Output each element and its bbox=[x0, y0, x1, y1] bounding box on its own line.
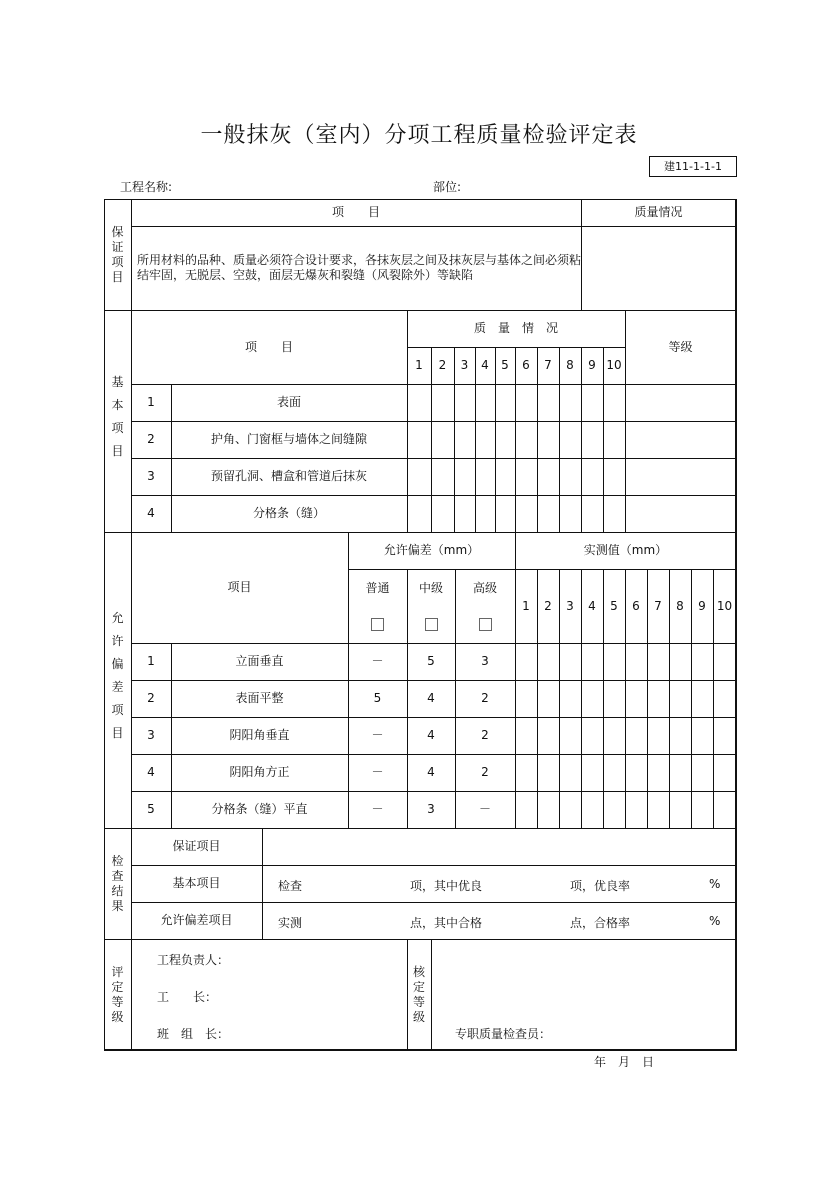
side-label-char: 定 bbox=[412, 979, 425, 994]
measured-value-cell[interactable] bbox=[515, 680, 538, 718]
allow-normal: － bbox=[348, 643, 408, 681]
qualified-rate-text: 点，合格率 bbox=[570, 916, 631, 930]
basic-grade-cell[interactable] bbox=[625, 495, 737, 533]
allow-high: 2 bbox=[455, 680, 516, 718]
measured-value-cell[interactable] bbox=[691, 717, 714, 755]
basic-grade-header: 等级 bbox=[625, 310, 737, 385]
measured-value-cell[interactable] bbox=[691, 754, 714, 792]
measured-value-cell[interactable] bbox=[713, 754, 737, 792]
allow-high: 2 bbox=[455, 717, 516, 755]
result-row-label: 保证项目 bbox=[131, 828, 263, 866]
basic-quality-cell[interactable] bbox=[495, 495, 516, 533]
basic-quality-cell[interactable] bbox=[475, 421, 496, 459]
deviation-row-number: 3 bbox=[131, 717, 172, 755]
allow-normal: － bbox=[348, 717, 408, 755]
basic-quality-cell[interactable] bbox=[581, 495, 604, 533]
measured-value-cell[interactable] bbox=[581, 717, 604, 755]
basic-quality-cell[interactable] bbox=[559, 384, 582, 422]
basic-quality-cell[interactable] bbox=[603, 384, 626, 422]
measured-num-header: 7 bbox=[647, 569, 670, 644]
guarantee-quality-cell[interactable] bbox=[581, 226, 737, 311]
measured-value-cell[interactable] bbox=[515, 791, 538, 829]
basic-grade-cell[interactable] bbox=[625, 458, 737, 496]
allow-high: 2 bbox=[455, 754, 516, 792]
measured-value-cell[interactable] bbox=[581, 680, 604, 718]
side-label-char: 目 bbox=[111, 444, 124, 458]
measured-value-cell[interactable] bbox=[581, 791, 604, 829]
grade-checkbox-cell[interactable] bbox=[455, 606, 516, 644]
form-code: 建11-1-1-1 bbox=[649, 156, 737, 177]
side-label-char: 项 bbox=[111, 703, 124, 717]
chief-label: 工程负责人： bbox=[157, 953, 230, 967]
basic-quality-cell[interactable] bbox=[515, 458, 538, 496]
measured-value-cell[interactable] bbox=[713, 643, 737, 681]
basic-quality-cell[interactable] bbox=[475, 384, 496, 422]
grade-header: 普通 bbox=[348, 569, 408, 607]
measured-value-cell[interactable] bbox=[537, 791, 560, 829]
basic-quality-cell[interactable] bbox=[454, 495, 476, 533]
side-label-char: 基 bbox=[111, 375, 124, 389]
location-label: 部位: bbox=[433, 180, 462, 194]
basic-num-header: 4 bbox=[475, 347, 496, 385]
side-label-char: 证 bbox=[111, 239, 124, 254]
side-label-char: 目 bbox=[111, 269, 124, 284]
allow-medium: 4 bbox=[407, 754, 456, 792]
basic-num-header: 5 bbox=[495, 347, 516, 385]
allow-normal: － bbox=[348, 754, 408, 792]
side-label-char: 许 bbox=[111, 634, 124, 648]
basic-rate-text: 项，优良率 bbox=[570, 879, 631, 893]
measured-value-cell[interactable] bbox=[647, 643, 670, 681]
basic-quality-cell[interactable] bbox=[495, 458, 516, 496]
grade-checkbox[interactable] bbox=[371, 618, 384, 631]
measured-num-header: 10 bbox=[713, 569, 737, 644]
measured-value-cell[interactable] bbox=[537, 754, 560, 792]
measured-value-cell[interactable] bbox=[559, 791, 582, 829]
basic-row-number: 2 bbox=[131, 421, 172, 459]
measured-value-cell[interactable] bbox=[647, 717, 670, 755]
basic-grade-cell[interactable] bbox=[625, 384, 737, 422]
result-side-label bbox=[104, 828, 132, 940]
qualified-text: 点，其中合格 bbox=[410, 916, 483, 930]
measured-value-cell[interactable] bbox=[647, 680, 670, 718]
side-label-char: 差 bbox=[111, 680, 124, 694]
measured-value-cell[interactable] bbox=[515, 754, 538, 792]
measured-value-cell[interactable] bbox=[537, 680, 560, 718]
measured-value-cell[interactable] bbox=[669, 680, 692, 718]
project-name-label: 工程名称: bbox=[120, 180, 173, 194]
deviation-allow-header: 允许偏差（mm） bbox=[348, 532, 516, 570]
grade-checkbox-cell[interactable] bbox=[407, 606, 456, 644]
date-line: 年 月 日 bbox=[594, 1055, 655, 1069]
basic-quality-cell[interactable] bbox=[431, 384, 455, 422]
measured-value-cell[interactable] bbox=[625, 717, 648, 755]
measured-value-cell[interactable] bbox=[515, 717, 538, 755]
result-row-value[interactable] bbox=[262, 865, 737, 903]
deviation-measured-header: 实测值（mm） bbox=[515, 532, 737, 570]
measured-value-cell[interactable] bbox=[603, 680, 626, 718]
measured-value-cell[interactable] bbox=[691, 680, 714, 718]
side-label-char: 核 bbox=[412, 964, 425, 979]
guarantee-text: 所用材料的品种、质量必须符合设计要求，各抹灰层之间及抹灰层与基体之间必须粘结牢固，无脱层、空鼓，面层无爆灰和裂缝（风裂除外）等缺陷 bbox=[131, 226, 582, 311]
basic-excellent-text: 项，其中优良 bbox=[410, 879, 483, 893]
measured-value-cell[interactable] bbox=[603, 754, 626, 792]
measured-value-cell[interactable] bbox=[559, 717, 582, 755]
allow-medium: 3 bbox=[407, 791, 456, 829]
measured-num-header: 3 bbox=[559, 569, 582, 644]
basic-quality-cell[interactable] bbox=[454, 384, 476, 422]
deviation-row-name: 分格条（缝）平直 bbox=[171, 791, 349, 829]
rating-side-label bbox=[104, 939, 132, 1051]
measured-value-cell[interactable] bbox=[537, 643, 560, 681]
basic-quality-cell[interactable] bbox=[537, 458, 560, 496]
basic-quality-cell[interactable] bbox=[454, 458, 476, 496]
basic-quality-cell[interactable] bbox=[581, 421, 604, 459]
basic-quality-cell[interactable] bbox=[407, 458, 432, 496]
measured-value-cell[interactable] bbox=[559, 754, 582, 792]
basic-row-number: 3 bbox=[131, 458, 172, 496]
result-row-value[interactable] bbox=[262, 828, 737, 866]
basic-num-header: 3 bbox=[454, 347, 476, 385]
measure-text: 实测 bbox=[278, 916, 303, 930]
basic-quality-cell[interactable] bbox=[537, 495, 560, 533]
measured-value-cell[interactable] bbox=[669, 643, 692, 681]
basic-quality-cell[interactable] bbox=[431, 421, 455, 459]
measured-value-cell[interactable] bbox=[669, 791, 692, 829]
basic-quality-cell[interactable] bbox=[537, 384, 560, 422]
basic-quality-cell[interactable] bbox=[515, 384, 538, 422]
measured-num-header: 1 bbox=[515, 569, 538, 644]
basic-row-name: 表面 bbox=[171, 384, 408, 422]
allow-medium: 4 bbox=[407, 717, 456, 755]
measured-value-cell[interactable] bbox=[691, 643, 714, 681]
basic-row-name: 预留孔洞、槽盒和管道后抹灰 bbox=[171, 458, 408, 496]
inspector-label: 专职质量检查员： bbox=[455, 1027, 552, 1041]
basic-num-header: 9 bbox=[581, 347, 604, 385]
measured-num-header: 4 bbox=[581, 569, 604, 644]
deviation-row-number: 5 bbox=[131, 791, 172, 829]
measured-value-cell[interactable] bbox=[581, 643, 604, 681]
result-row-label: 允许偏差项目 bbox=[131, 902, 263, 940]
side-label-char: 保 bbox=[111, 224, 124, 239]
page-title: 一般抹灰（室内）分项工程质量检验评定表 bbox=[200, 123, 638, 148]
measured-value-cell[interactable] bbox=[691, 791, 714, 829]
measured-num-header: 2 bbox=[537, 569, 560, 644]
side-label-char: 项 bbox=[111, 254, 124, 269]
basic-check-text: 检查 bbox=[278, 879, 303, 893]
measured-value-cell[interactable] bbox=[713, 717, 737, 755]
measured-value-cell[interactable] bbox=[647, 754, 670, 792]
side-label-char: 果 bbox=[111, 898, 124, 913]
basic-row-name: 分格条（缝） bbox=[171, 495, 408, 533]
measured-value-cell[interactable] bbox=[515, 643, 538, 681]
measured-value-cell[interactable] bbox=[559, 643, 582, 681]
side-label-char: 偏 bbox=[111, 657, 124, 671]
basic-quality-cell[interactable] bbox=[495, 421, 516, 459]
allow-high: － bbox=[455, 791, 516, 829]
measured-value-cell[interactable] bbox=[669, 754, 692, 792]
basic-quality-cell[interactable] bbox=[603, 495, 626, 533]
basic-quality-cell[interactable] bbox=[537, 421, 560, 459]
basic-quality-cell[interactable] bbox=[475, 458, 496, 496]
measured-value-cell[interactable] bbox=[537, 717, 560, 755]
deviation-row-number: 2 bbox=[131, 680, 172, 718]
measured-value-cell[interactable] bbox=[713, 791, 737, 829]
side-label-char: 查 bbox=[111, 868, 124, 883]
measured-value-cell[interactable] bbox=[625, 643, 648, 681]
basic-percent: % bbox=[709, 877, 721, 891]
deviation-row-name: 表面平整 bbox=[171, 680, 349, 718]
side-label-char: 目 bbox=[111, 726, 124, 740]
allow-high: 3 bbox=[455, 643, 516, 681]
basic-num-header: 2 bbox=[431, 347, 455, 385]
basic-row-number: 1 bbox=[131, 384, 172, 422]
team-leader-label: 班 组 长： bbox=[157, 1027, 230, 1041]
measured-value-cell[interactable] bbox=[603, 643, 626, 681]
measured-value-cell[interactable] bbox=[713, 680, 737, 718]
measured-value-cell[interactable] bbox=[647, 791, 670, 829]
basic-quality-cell[interactable] bbox=[475, 495, 496, 533]
basic-quality-cell[interactable] bbox=[559, 421, 582, 459]
guarantee-quality-header: 质量情况 bbox=[581, 199, 737, 227]
basic-item-header: 项 目 bbox=[131, 310, 408, 385]
side-label-char: 级 bbox=[412, 1009, 425, 1024]
side-label-char: 结 bbox=[111, 883, 124, 898]
allow-normal: － bbox=[348, 791, 408, 829]
basic-quality-cell[interactable] bbox=[581, 384, 604, 422]
deviation-row-name: 阴阳角方正 bbox=[171, 754, 349, 792]
side-label-char: 级 bbox=[111, 1009, 124, 1024]
side-label-char: 等 bbox=[412, 994, 425, 1009]
deviation-row-name: 阴阳角垂直 bbox=[171, 717, 349, 755]
basic-grade-cell[interactable] bbox=[625, 421, 737, 459]
deviation-row-name: 立面垂直 bbox=[171, 643, 349, 681]
basic-quality-cell[interactable] bbox=[431, 495, 455, 533]
basic-quality-cell[interactable] bbox=[407, 421, 432, 459]
grade-checkbox[interactable] bbox=[479, 618, 492, 631]
basic-quality-cell[interactable] bbox=[407, 495, 432, 533]
side-label-char: 等 bbox=[111, 994, 124, 1009]
measured-num-header: 5 bbox=[603, 569, 626, 644]
basic-num-header: 6 bbox=[515, 347, 538, 385]
grade-header: 高级 bbox=[455, 569, 516, 607]
measured-value-cell[interactable] bbox=[603, 791, 626, 829]
basic-quality-cell[interactable] bbox=[495, 384, 516, 422]
side-label-char: 项 bbox=[111, 421, 124, 435]
side-label-char: 检 bbox=[111, 853, 124, 868]
measured-value-cell[interactable] bbox=[625, 680, 648, 718]
measured-value-cell[interactable] bbox=[625, 754, 648, 792]
measured-num-header: 9 bbox=[691, 569, 714, 644]
deviation-row-number: 4 bbox=[131, 754, 172, 792]
basic-quality-cell[interactable] bbox=[515, 495, 538, 533]
basic-num-header: 10 bbox=[603, 347, 626, 385]
side-label-char: 定 bbox=[111, 979, 124, 994]
basic-quality-cell[interactable] bbox=[454, 421, 476, 459]
side-label-char: 评 bbox=[111, 964, 124, 979]
basic-quality-cell[interactable] bbox=[603, 421, 626, 459]
basic-num-header: 8 bbox=[559, 347, 582, 385]
basic-quality-cell[interactable] bbox=[559, 495, 582, 533]
basic-quality-cell[interactable] bbox=[581, 458, 604, 496]
allow-normal: 5 bbox=[348, 680, 408, 718]
deviation-side-label bbox=[104, 532, 132, 829]
grade-checkbox[interactable] bbox=[425, 618, 438, 631]
measured-value-cell[interactable] bbox=[669, 717, 692, 755]
grade-header: 中级 bbox=[407, 569, 456, 607]
basic-quality-cell[interactable] bbox=[603, 458, 626, 496]
basic-num-header: 1 bbox=[407, 347, 432, 385]
grade-checkbox-cell[interactable] bbox=[348, 606, 408, 644]
basic-row-number: 4 bbox=[131, 495, 172, 533]
deviation-item-header: 项目 bbox=[131, 532, 349, 644]
measured-value-cell[interactable] bbox=[581, 754, 604, 792]
basic-quality-cell[interactable] bbox=[515, 421, 538, 459]
verify-side-label bbox=[407, 939, 432, 1051]
measured-value-cell[interactable] bbox=[559, 680, 582, 718]
measured-num-header: 8 bbox=[669, 569, 692, 644]
allow-medium: 5 bbox=[407, 643, 456, 681]
basic-num-header: 7 bbox=[537, 347, 560, 385]
basic-row-name: 护角、门窗框与墙体之间缝隙 bbox=[171, 421, 408, 459]
side-label-char: 允 bbox=[111, 611, 124, 625]
basic-quality-cell[interactable] bbox=[559, 458, 582, 496]
measured-value-cell[interactable] bbox=[603, 717, 626, 755]
qualified-percent: % bbox=[709, 914, 721, 928]
measured-value-cell[interactable] bbox=[625, 791, 648, 829]
guarantee-side-label bbox=[104, 199, 132, 311]
result-row-label: 基本项目 bbox=[131, 865, 263, 903]
result-row-value[interactable] bbox=[262, 902, 737, 940]
allow-medium: 4 bbox=[407, 680, 456, 718]
side-label-char: 本 bbox=[111, 398, 124, 412]
measured-num-header: 6 bbox=[625, 569, 648, 644]
basic-side-label bbox=[104, 310, 132, 533]
basic-quality-cell[interactable] bbox=[431, 458, 455, 496]
basic-quality-cell[interactable] bbox=[407, 384, 432, 422]
basic-quality-header: 质 量 情 况 bbox=[407, 310, 626, 348]
guarantee-item-header: 项 目 bbox=[131, 199, 582, 227]
deviation-row-number: 1 bbox=[131, 643, 172, 681]
foreman-label: 工 长： bbox=[157, 990, 218, 1004]
